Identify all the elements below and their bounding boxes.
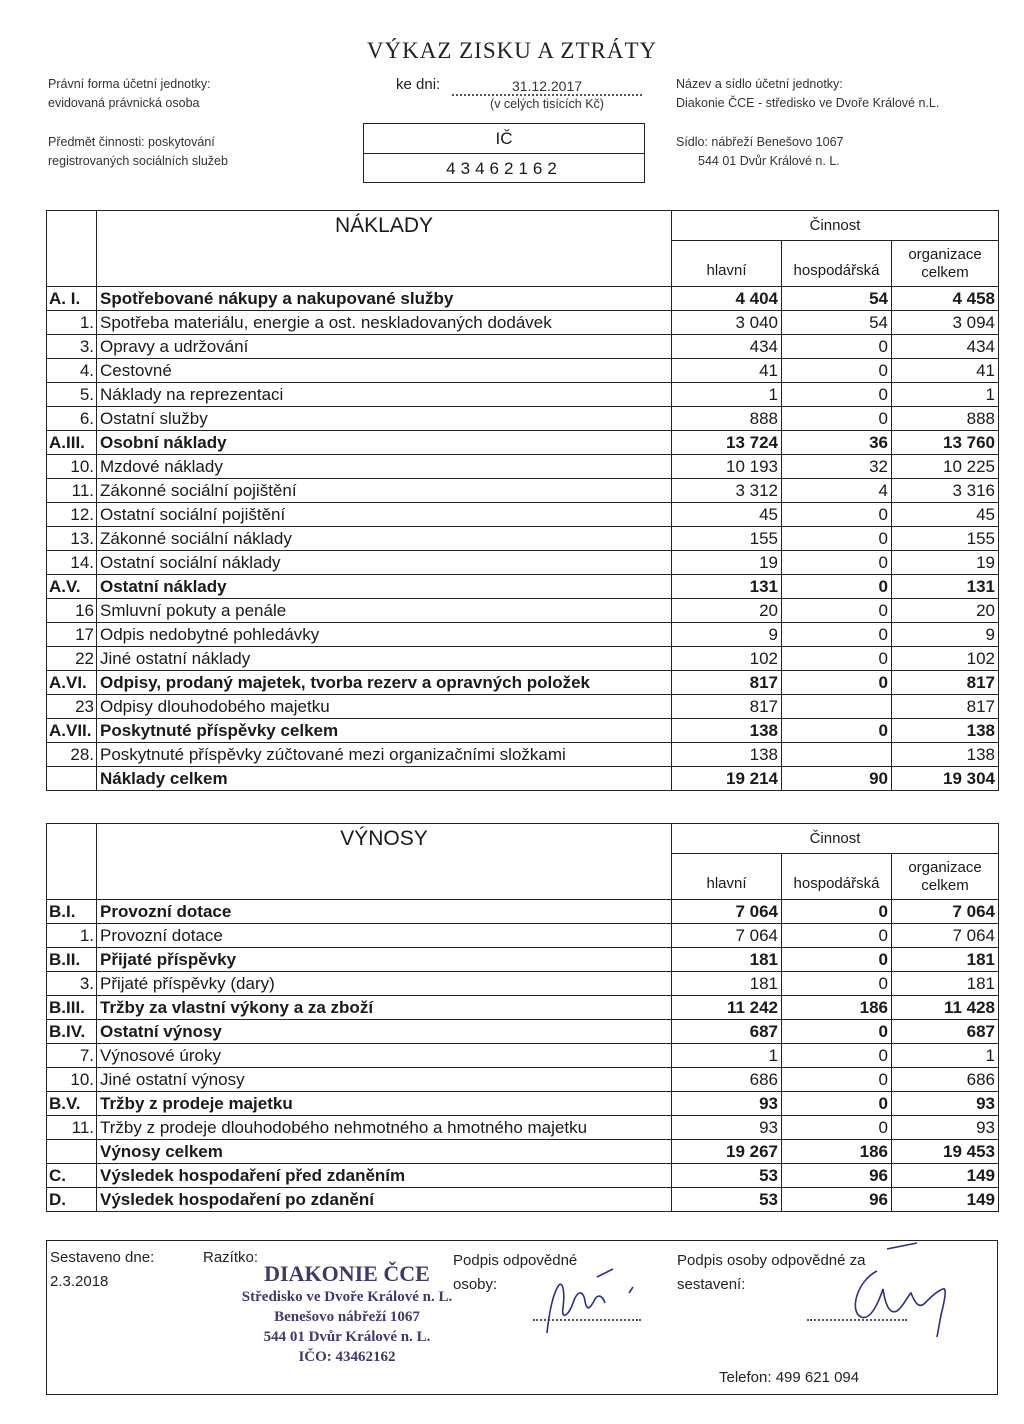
compiler-signature [827,1241,977,1346]
costs-section-title: NÁKLADY [97,211,672,287]
row-main-value: 53 [672,1164,782,1188]
units-note: (v celých tisících Kč) [490,97,604,111]
responsible-signature-label: Podpis odpovědné osoby: [453,1252,578,1293]
row-total-value: 11 428 [892,996,999,1020]
entity-name-label: Název a sídlo účetní jednotky: [676,77,843,91]
row-code: 3. [47,972,97,996]
revenues-section-title: VÝNOSY [97,824,672,900]
row-total-value: 102 [892,647,999,671]
row-label: Tržby z prodeje dlouhodobého nehmotného a hmotného majetku [97,1116,672,1140]
row-main-value: 138 [672,719,782,743]
stamp-line-2: Středisko ve Dvoře Králové n. L. [241,1289,453,1305]
row-main-value: 888 [672,407,782,431]
stamp-label: Razítko: [203,1249,259,1266]
row-total-value: 45 [892,503,999,527]
row-code: B.III. [47,996,97,1020]
row-label: Osobní náklady [97,431,672,455]
row-label: Ostatní sociální pojištění [97,503,672,527]
row-label: Poskytnuté příspěvky zúčtované mezi organizačními složkami [97,743,672,767]
row-total-value: 10 225 [892,455,999,479]
row-business-value: 0 [782,1068,892,1092]
legal-form-value: evidovaná právnická osoba [48,96,200,110]
ic-value: 43462162 [446,159,562,178]
row-main-value: 19 214 [672,767,782,791]
row-code: A.VI. [47,671,97,695]
row-main-value: 20 [672,599,782,623]
table-row [47,1068,999,1092]
row-code [47,767,97,791]
phone-number: Telefon: 499 621 094 [719,1369,860,1386]
row-label: Jiné ostatní náklady [97,647,672,671]
row-code: 22 [47,647,97,671]
row-business-value: 0 [782,1020,892,1044]
row-label: Provozní dotace [97,900,672,924]
row-main-value: 19 267 [672,1140,782,1164]
row-code: A.V. [47,575,97,599]
costs-header-blank [47,211,97,287]
compiler-signature-label-text: Podpis osoby odpovědné za sestavení: [677,1252,866,1293]
row-main-value: 3 040 [672,311,782,335]
revenues-col-business: hospodářská [782,854,892,900]
activity-value: registrovaných sociálních služeb [48,154,228,168]
row-label: Zákonné sociální náklady [97,527,672,551]
row-main-value: 4 404 [672,287,782,311]
row-main-value: 93 [672,1092,782,1116]
row-main-value: 45 [672,503,782,527]
table-row [47,719,999,743]
row-code: 7. [47,1044,97,1068]
revenues-col-total: organizace celkem [892,854,999,900]
row-main-value: 181 [672,948,782,972]
row-label: Zákonné sociální pojištění [97,479,672,503]
table-row [47,924,999,948]
row-label: Náklady na reprezentaci [97,383,672,407]
row-total-value: 131 [892,575,999,599]
row-business-value: 0 [782,551,892,575]
row-total-value: 181 [892,948,999,972]
costs-col-business: hospodářská [782,241,892,287]
row-label: Přijaté příspěvky [97,948,672,972]
row-total-value: 7 064 [892,900,999,924]
row-total-value: 687 [892,1020,999,1044]
row-total-value: 20 [892,599,999,623]
row-code: 1. [47,924,97,948]
row-label: Mzdové náklady [97,455,672,479]
row-business-value: 0 [782,924,892,948]
table-row [47,767,999,791]
activity-label: Předmět činnosti: poskytování [48,135,215,149]
table-row [47,647,999,671]
row-main-value: 686 [672,1068,782,1092]
row-total-value: 149 [892,1164,999,1188]
row-code: 12. [47,503,97,527]
row-label: Náklady celkem [97,767,672,791]
table-row [47,695,999,719]
row-main-value: 1 [672,1044,782,1068]
row-total-value: 155 [892,527,999,551]
stamp-line-5: IČO: 43462162 [298,1349,396,1365]
row-label: Spotřeba materiálu, energie a ost. neskladovaných dodávek [97,311,672,335]
seat-label: Sídlo: nábřeží Benešovo 1067 [676,135,844,149]
row-business-value: 0 [782,647,892,671]
row-total-value: 817 [892,671,999,695]
row-total-value: 41 [892,359,999,383]
row-main-value: 102 [672,647,782,671]
row-code: 10. [47,1068,97,1092]
table-row [47,948,999,972]
row-business-value: 0 [782,335,892,359]
table-row [47,1044,999,1068]
row-business-value: 0 [782,407,892,431]
date-dotted-line [452,78,642,96]
row-total-value: 7 064 [892,924,999,948]
row-total-value: 1 [892,383,999,407]
row-label: Tržby z prodeje majetku [97,1092,672,1116]
row-total-value: 3 316 [892,479,999,503]
table-row [47,743,999,767]
row-code: C. [47,1164,97,1188]
row-business-value: 186 [782,996,892,1020]
row-business-value: 32 [782,455,892,479]
row-business-value: 4 [782,479,892,503]
row-main-value: 7 064 [672,900,782,924]
row-label: Tržby za vlastní výkony a za zboží [97,996,672,1020]
table-row [47,671,999,695]
signature-box [46,1240,998,1395]
row-label: Výnosy celkem [97,1140,672,1164]
table-row [47,335,999,359]
row-label: Provozní dotace [97,924,672,948]
revenues-activity-header: Činnost [672,824,999,854]
table-row [47,623,999,647]
row-total-value: 138 [892,743,999,767]
row-code: B.IV. [47,1020,97,1044]
row-business-value: 0 [782,900,892,924]
ic-label: IČ [364,124,644,154]
row-code: 16 [47,599,97,623]
revenues-col-main: hlavní [672,854,782,900]
date-value: 31.12.2017 [511,78,583,94]
row-label: Smluvní pokuty a penále [97,599,672,623]
row-total-value: 686 [892,1068,999,1092]
row-business-value: 0 [782,719,892,743]
row-total-value: 93 [892,1116,999,1140]
row-code: 17 [47,623,97,647]
row-total-value: 19 453 [892,1140,999,1164]
row-code [47,1140,97,1164]
row-main-value: 11 242 [672,996,782,1020]
row-code: 5. [47,383,97,407]
row-total-value: 93 [892,1092,999,1116]
table-row [47,479,999,503]
ic-box [363,123,645,183]
table-row [47,1140,999,1164]
row-business-value: 186 [782,1140,892,1164]
row-main-value: 1 [672,383,782,407]
row-label: Výsledek hospodaření po zdanění [97,1188,672,1212]
row-code: B.II. [47,948,97,972]
row-business-value: 96 [782,1164,892,1188]
row-main-value: 155 [672,527,782,551]
row-main-value: 10 193 [672,455,782,479]
report-title: VÝKAZ ZISKU A ZTRÁTY [366,38,658,63]
table-row [47,972,999,996]
row-business-value: 36 [782,431,892,455]
row-main-value: 817 [672,671,782,695]
costs-table [46,210,999,791]
table-row [47,575,999,599]
costs-col-main: hlavní [672,241,782,287]
row-main-value: 41 [672,359,782,383]
row-business-value: 0 [782,599,892,623]
costs-activity-header: Činnost [672,211,999,241]
stamp-line-4: 544 01 Dvůr Králové n. L. [263,1329,431,1345]
table-row [47,359,999,383]
row-label: Výnosové úroky [97,1044,672,1068]
compiled-label: Sestaveno dne: [50,1249,155,1266]
table-row [47,900,999,924]
row-business-value: 0 [782,1044,892,1068]
row-business-value [782,695,892,719]
row-main-value: 9 [672,623,782,647]
row-code: 23 [47,695,97,719]
stamp-line-3: Benešovo nábřeží 1067 [274,1309,420,1325]
table-row [47,311,999,335]
row-business-value: 0 [782,359,892,383]
row-label: Odpisy dlouhodobého majetku [97,695,672,719]
date-label: ke dni: [396,76,441,93]
row-code: 11. [47,479,97,503]
row-label: Ostatní služby [97,407,672,431]
row-main-value: 93 [672,1116,782,1140]
table-row [47,1164,999,1188]
row-business-value: 96 [782,1188,892,1212]
row-code: 1. [47,311,97,335]
compiled-date: 2.3.2018 [50,1273,109,1290]
row-code: A. I. [47,287,97,311]
row-main-value: 3 312 [672,479,782,503]
entity-name-value: Diakonie ČCE - středisko ve Dvoře Králové n.L. [676,96,940,110]
row-code: A.III. [47,431,97,455]
legal-form-label: Právní forma účetní jednotky: [48,77,211,91]
row-business-value: 0 [782,383,892,407]
row-business-value: 0 [782,948,892,972]
row-total-value: 434 [892,335,999,359]
row-business-value: 0 [782,972,892,996]
row-label: Výsledek hospodaření před zdaněním [97,1164,672,1188]
row-business-value: 0 [782,671,892,695]
table-row [47,407,999,431]
row-total-value: 817 [892,695,999,719]
row-label: Odpisy, prodaný majetek, tvorba rezerv a opravných položek [97,671,672,695]
row-total-value: 181 [892,972,999,996]
table-row [47,383,999,407]
row-total-value: 888 [892,407,999,431]
row-main-value: 53 [672,1188,782,1212]
row-main-value: 19 [672,551,782,575]
table-row [47,1092,999,1116]
row-main-value: 7 064 [672,924,782,948]
table-row [47,503,999,527]
row-code: D. [47,1188,97,1212]
table-row [47,431,999,455]
row-code: B.V. [47,1092,97,1116]
row-label: Jiné ostatní výnosy [97,1068,672,1092]
row-main-value: 434 [672,335,782,359]
organization-stamp [197,1261,497,1367]
table-row [47,455,999,479]
row-label: Odpis nedobytné pohledávky [97,623,672,647]
table-row [47,527,999,551]
table-row [47,1188,999,1212]
row-main-value: 817 [672,695,782,719]
table-row [47,996,999,1020]
row-total-value: 149 [892,1188,999,1212]
row-main-value: 131 [672,575,782,599]
row-total-value: 9 [892,623,999,647]
row-business-value: 54 [782,311,892,335]
row-total-value: 138 [892,719,999,743]
row-label: Cestovné [97,359,672,383]
row-label: Poskytnuté příspěvky celkem [97,719,672,743]
row-label: Ostatní výnosy [97,1020,672,1044]
row-code: 3. [47,335,97,359]
row-main-value: 13 724 [672,431,782,455]
row-label: Opravy a udržování [97,335,672,359]
row-code: A.VII. [47,719,97,743]
costs-col-total: organizace celkem [892,241,999,287]
row-business-value [782,743,892,767]
row-code: 11. [47,1116,97,1140]
row-business-value: 0 [782,575,892,599]
row-code: 4. [47,359,97,383]
row-business-value: 0 [782,1092,892,1116]
row-business-value: 0 [782,527,892,551]
row-total-value: 1 [892,1044,999,1068]
stamp-line-1: DIAKONIE ČCE [264,1261,430,1286]
table-row [47,551,999,575]
table-row [47,1020,999,1044]
row-code: 10. [47,455,97,479]
row-total-value: 4 458 [892,287,999,311]
row-code: B.I. [47,900,97,924]
row-main-value: 687 [672,1020,782,1044]
row-main-value: 181 [672,972,782,996]
row-business-value: 0 [782,623,892,647]
row-business-value: 0 [782,503,892,527]
revenues-header-blank [47,824,97,900]
row-total-value: 19 [892,551,999,575]
row-code: 28. [47,743,97,767]
table-row [47,1116,999,1140]
row-code: 6. [47,407,97,431]
row-label: Ostatní náklady [97,575,672,599]
responsible-signature [539,1263,649,1343]
row-code: 13. [47,527,97,551]
row-total-value: 3 094 [892,311,999,335]
row-code: 14. [47,551,97,575]
row-total-value: 19 304 [892,767,999,791]
table-row [47,287,999,311]
row-business-value: 0 [782,1116,892,1140]
row-business-value: 54 [782,287,892,311]
row-label: Ostatní sociální náklady [97,551,672,575]
table-row [47,599,999,623]
seat-value: 544 01 Dvůr Králové n. L. [698,154,840,168]
row-total-value: 13 760 [892,431,999,455]
revenues-table [46,823,999,1212]
row-label: Přijaté příspěvky (dary) [97,972,672,996]
row-business-value: 90 [782,767,892,791]
row-label: Spotřebované nákupy a nakupované služby [97,287,672,311]
row-main-value: 138 [672,743,782,767]
